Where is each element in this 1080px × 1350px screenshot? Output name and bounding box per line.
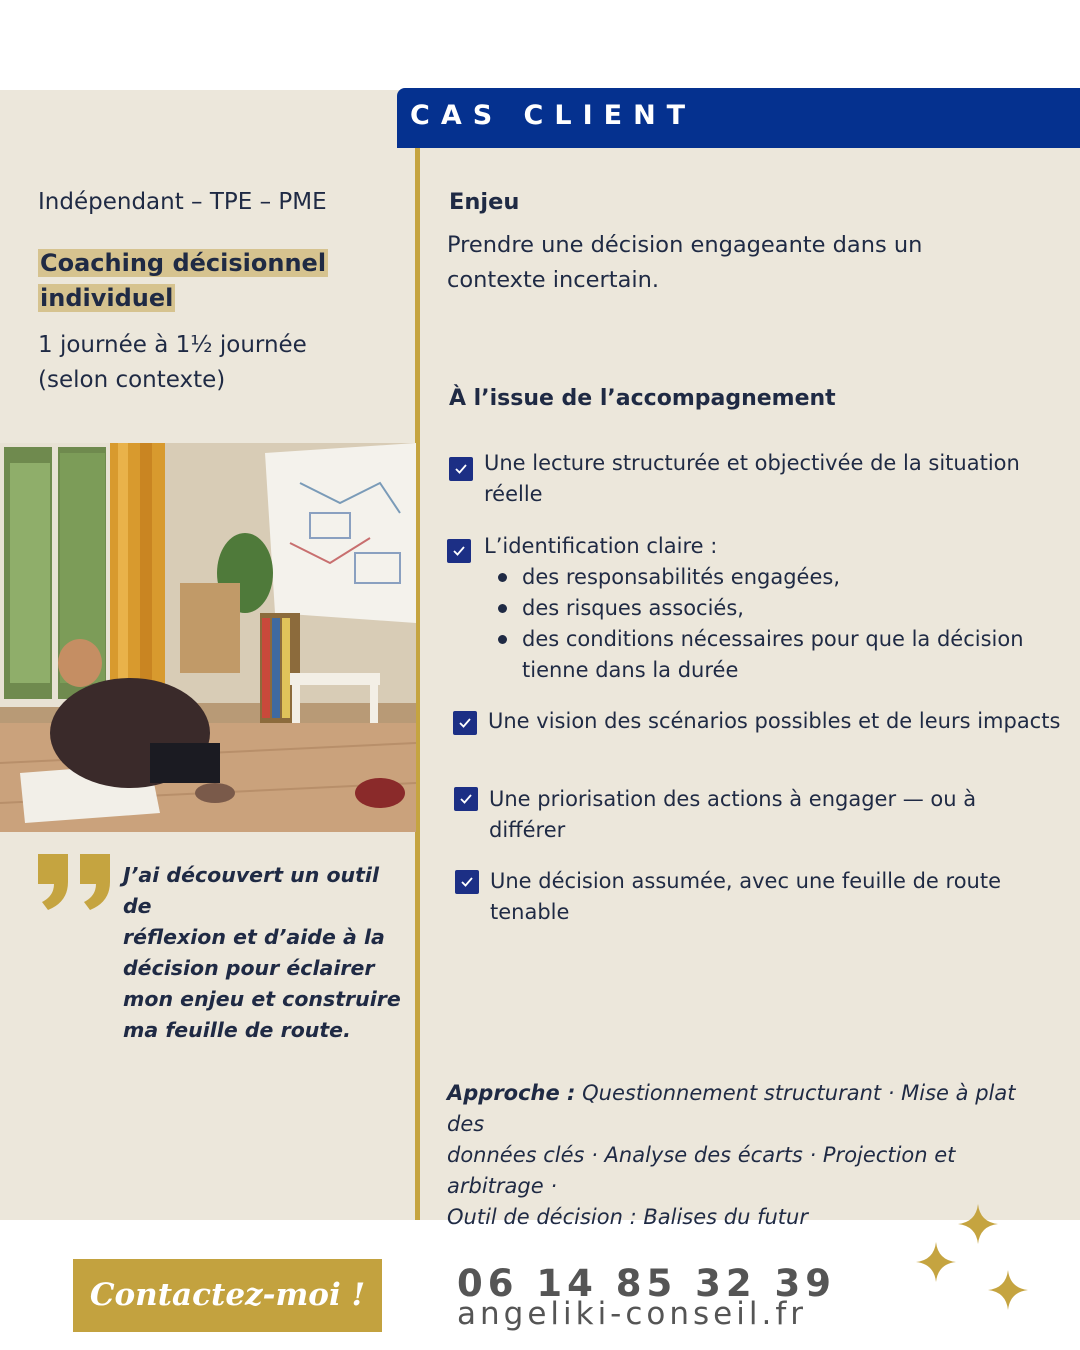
checkbox-icon [454,787,478,811]
checkbox-icon [455,870,479,894]
outcome-item-line: Une lecture structurée et objectivée de la situation [484,451,1020,475]
contact-button-label: Contactez-moi ! [89,1277,366,1313]
quote-mark-icon [36,848,116,918]
service-title [38,246,328,316]
bullet-dot [498,635,507,644]
outcome-item-line: Une priorisation des actions à engager — ou à [489,787,977,811]
approach-label: Approche : [447,1081,576,1105]
approach-line1 [447,1078,1047,1140]
sub-bullet-line: des conditions nécessaires pour que la décision [522,627,1024,651]
quote-line: J’ai découvert un outil de [123,863,379,918]
audience-label: Indépendant – TPE – PME [38,189,327,215]
duration-line2: (selon contexte) [38,367,226,393]
checkbox-icon [447,539,471,563]
quote-line: mon enjeu et construire [123,987,401,1011]
outcome-item [490,866,1050,928]
outcome-item: Une vision des scénarios possibles et de leurs impacts [488,709,1061,733]
outcome-item-line: tenable [490,900,570,924]
sub-bullet: des risques associés, [522,596,744,620]
testimonial-quote [123,860,403,1046]
sub-bullet [522,624,1042,686]
approach-line1-text: Questionnement structurant · Mise à plat des [447,1081,1016,1136]
contact-button[interactable] [73,1259,382,1332]
quote-line: réflexion et d’aide à la [123,925,385,949]
banner-title: CAS CLIENT [410,100,697,131]
duration [38,328,408,398]
website-link[interactable]: angeliki-conseil.fr [457,1296,807,1332]
service-title-line2: individuel [40,284,174,312]
coaching-photo [0,443,416,832]
quote-line: ma feuille de route. [123,1018,351,1042]
outcome-item [489,784,1049,846]
outcome-item-line: différer [489,818,566,842]
sub-bullet-line: tienne dans la durée [522,658,739,682]
enjeu-heading: Enjeu [449,189,520,215]
bullet-dot [498,604,507,613]
enjeu-line2: contexte incertain. [447,267,660,293]
sparkle-stars-icon [910,1200,1040,1320]
checkbox-icon [449,457,473,481]
approach-line2: données clés · Analyse des écarts · Projection et arbitrage · [447,1143,956,1198]
outcome-item-line: Une décision assumée, avec une feuille de route [490,869,1002,893]
enjeu-line1: Prendre une décision engageante dans un [447,232,923,258]
quote-line: décision pour éclairer [123,956,375,980]
checkbox-icon [453,711,477,735]
approach-line3: Outil de décision : Balises du futur [447,1205,808,1229]
outcome-item [484,448,1044,510]
photo-illustration [0,443,416,832]
outcome-item-line: réelle [484,482,543,506]
outcome-item: L’identification claire : [484,534,718,558]
service-title-line1: Coaching décisionnel [40,249,327,277]
duration-line1: 1 journée à 1½ journée [38,332,307,358]
sub-bullet: des responsabilités engagées, [522,565,841,589]
bullet-dot [498,573,507,582]
outcomes-heading: À l’issue de l’accompagnement [449,386,836,411]
phone-number[interactable]: 06 14 85 32 39 [457,1262,836,1305]
enjeu-text [447,228,1027,298]
